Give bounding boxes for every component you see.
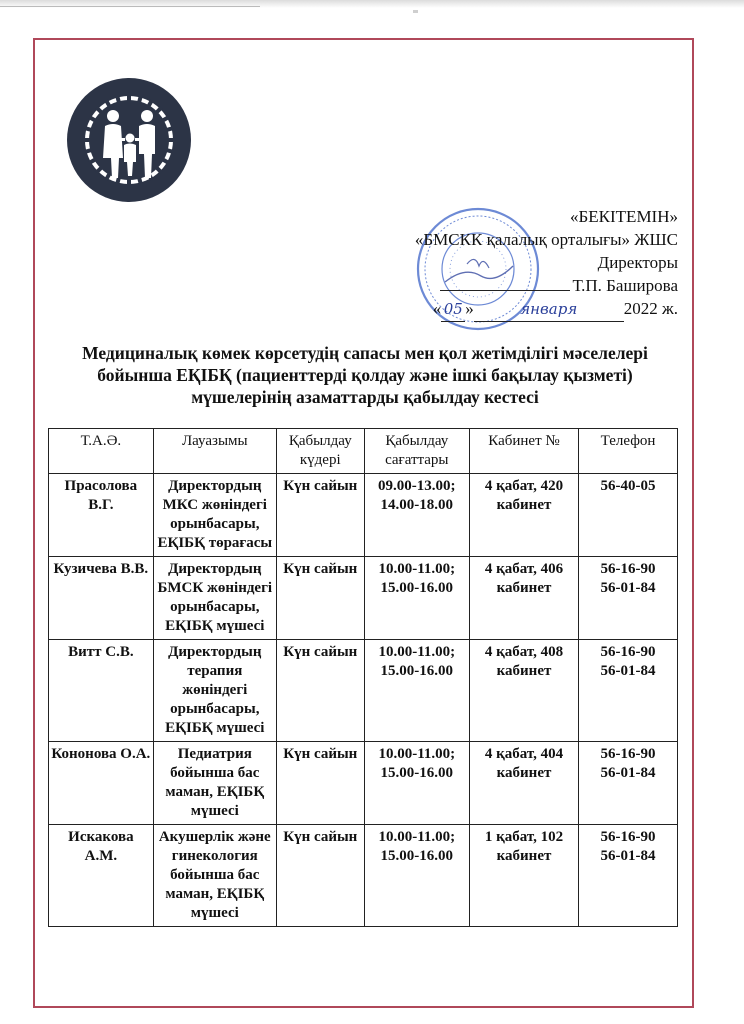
cell-phone	[579, 640, 678, 742]
table-row	[49, 825, 678, 927]
hours-morning: 10.00-11.00;	[378, 746, 456, 762]
phone-primary: 56-16-90	[600, 644, 656, 660]
hours-afternoon: 15.00-16.00	[380, 848, 454, 864]
cell-name: Искакова А.М.	[49, 825, 154, 927]
hours-afternoon: 15.00-16.00	[380, 580, 454, 596]
hours-afternoon: 15.00-16.00	[380, 765, 454, 781]
date-open-quote: «	[432, 299, 442, 318]
header-name: Т.А.Ә.	[49, 429, 154, 474]
approval-position: Директоры	[597, 253, 678, 272]
cell-days: Күн сайын	[276, 557, 364, 640]
hours-morning: 10.00-11.00;	[378, 644, 456, 660]
cell-position: Директордың БМСК жөніндегі орынбасары, ЕҚІБҚ мүшесі	[153, 557, 276, 640]
header-hours: Қабылдау сағаттары	[364, 429, 469, 474]
scan-artifact-line	[0, 6, 260, 7]
cell-office: 1 қабат, 102 кабинет	[469, 825, 578, 927]
cell-name: Витт С.В.	[49, 640, 154, 742]
cell-phone	[579, 474, 678, 557]
cell-office: 4 қабат, 420 кабинет	[469, 474, 578, 557]
phone-secondary: 56-01-84	[600, 765, 656, 781]
approval-heading: «БЕКІТЕМІН»	[570, 207, 678, 226]
document-frame	[33, 38, 694, 1008]
cell-hours	[364, 742, 469, 825]
phone-primary: 56-16-90	[600, 561, 656, 577]
title-line-3: мүшелерінің азаматтарды қабылдау кестесі	[191, 387, 539, 407]
header-phone: Телефон	[579, 429, 678, 474]
cell-name: Кононова О.А.	[49, 742, 154, 825]
cell-name: Кузичева В.В.	[49, 557, 154, 640]
document-title	[39, 342, 691, 408]
date-month: января	[474, 298, 624, 322]
table-row	[49, 742, 678, 825]
table-row	[49, 557, 678, 640]
date-close-quote: »	[465, 299, 474, 318]
hours-morning: 10.00-11.00;	[378, 561, 456, 577]
cell-office: 4 қабат, 404 кабинет	[469, 742, 578, 825]
hours-afternoon: 15.00-16.00	[380, 663, 454, 679]
signature-line	[440, 276, 570, 291]
table-row	[49, 474, 678, 557]
approval-director-name: Т.П. Баширова	[572, 276, 678, 295]
cell-office: 4 қабат, 408 кабинет	[469, 640, 578, 742]
phone-secondary: 56-01-84	[600, 848, 656, 864]
approval-signature-row	[338, 274, 678, 297]
cell-name: Прасолова В.Г.	[49, 474, 154, 557]
date-year: 2022 ж.	[623, 299, 678, 318]
header-days: Қабылдау күдері	[276, 429, 364, 474]
phone-secondary: 56-01-84	[600, 580, 656, 596]
table-header-row	[49, 429, 678, 474]
table-row	[49, 640, 678, 742]
cell-position: Директордың МКС жөніндегі орынбасары, ЕҚІБҚ төрағасы	[153, 474, 276, 557]
approval-date-row	[338, 297, 678, 322]
reception-schedule-table	[48, 428, 678, 927]
scan-artifact-dot	[413, 10, 418, 13]
cell-hours	[364, 825, 469, 927]
header-position: Лауазымы	[153, 429, 276, 474]
cell-hours	[364, 640, 469, 742]
cell-position: Педиатрия бойынша бас маман, ЕҚІБҚ мүшесі	[153, 742, 276, 825]
phone-primary: 56-40-05	[600, 478, 656, 494]
cell-office: 4 қабат, 406 кабинет	[469, 557, 578, 640]
phone-primary: 56-16-90	[600, 746, 656, 762]
title-line-1: Медициналық көмек көрсетудің сапасы мен қол жетімділігі мәселелері	[82, 343, 648, 363]
cell-hours	[364, 474, 469, 557]
cell-days: Күн сайын	[276, 742, 364, 825]
cell-position: Акушерлік және гинекология бойынша бас маман, ЕҚІБҚ мүшесі	[153, 825, 276, 927]
header-office: Кабинет №	[469, 429, 578, 474]
cell-phone	[579, 825, 678, 927]
cell-days: Күн сайын	[276, 825, 364, 927]
cell-position: Директордың терапия жөніндегі орынбасары, ЕҚІБҚ мүшесі	[153, 640, 276, 742]
phone-secondary: 56-01-84	[600, 663, 656, 679]
cell-phone	[579, 557, 678, 640]
cell-days: Күн сайын	[276, 474, 364, 557]
approval-block	[338, 205, 678, 322]
approval-organization: «БМСКК қалалық орталығы» ЖШС	[414, 230, 678, 249]
title-line-2: бойынша ЕҚІБҚ (пациенттерді қолдау және ішкі бақылау қызметі)	[97, 365, 633, 385]
hours-morning: 10.00-11.00;	[378, 829, 456, 845]
date-day: 05	[441, 298, 465, 322]
cell-phone	[579, 742, 678, 825]
phone-primary: 56-16-90	[600, 829, 656, 845]
cell-hours	[364, 557, 469, 640]
hours-morning: 09.00-13.00;	[378, 478, 456, 494]
family-logo-icon	[65, 76, 193, 204]
hours-afternoon: 14.00-18.00	[380, 497, 454, 513]
cell-days: Күн сайын	[276, 640, 364, 742]
